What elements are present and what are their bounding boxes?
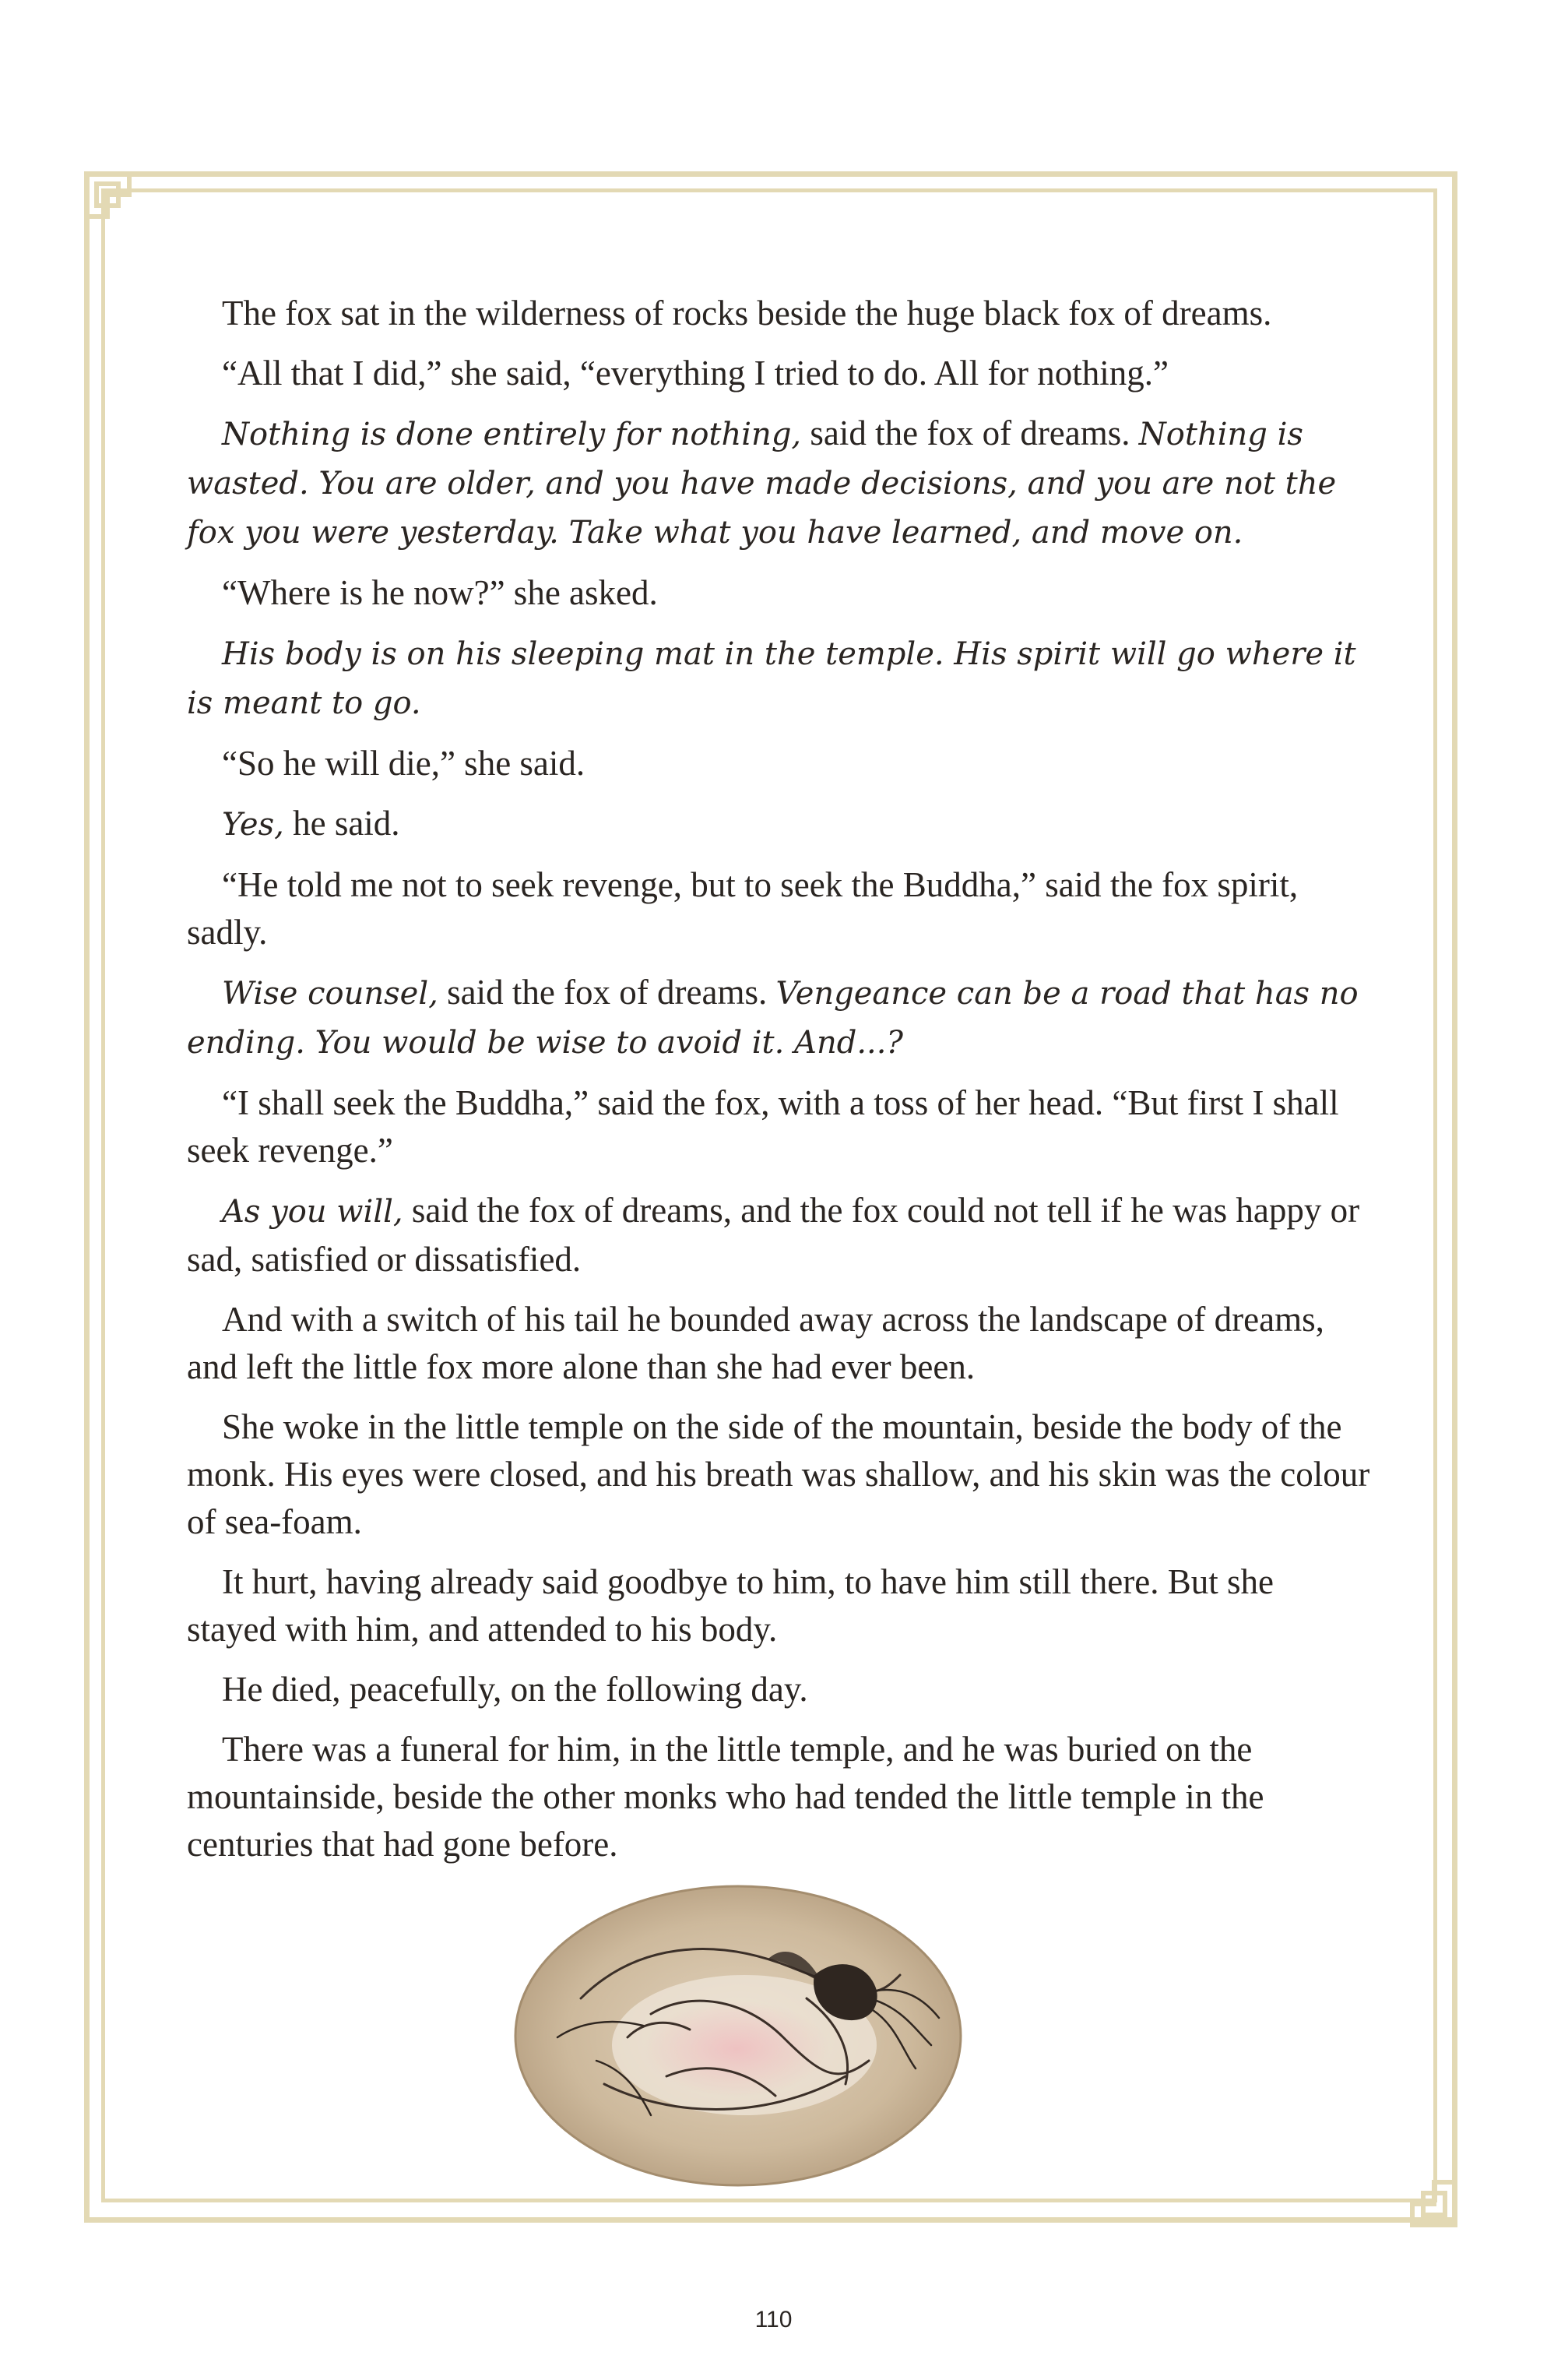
italic-text: Nothing is wasted. You are older, and you have made decisions, and you are not the fox you were yesterday. Take what you have learned, and move on. bbox=[187, 417, 1337, 551]
italic-text: Yes, bbox=[222, 807, 284, 843]
corner-ornament-top-left bbox=[84, 171, 137, 224]
page-number: 110 bbox=[754, 2307, 793, 2332]
paragraph bbox=[187, 290, 1370, 337]
paragraph bbox=[187, 800, 1370, 849]
paragraph bbox=[187, 1079, 1370, 1174]
story-text bbox=[187, 290, 1370, 1881]
paragraph bbox=[187, 569, 1370, 617]
italic-text: Nothing is done entirely for nothing, bbox=[222, 417, 802, 452]
italic-text: As you will, bbox=[222, 1194, 403, 1230]
text-run: It hurt, having already said goodbye to him, to have him still there. But she stayed with him, and attended to his body. bbox=[187, 1562, 1274, 1649]
paragraph bbox=[187, 740, 1370, 787]
paragraph bbox=[187, 1666, 1370, 1713]
corner-ornament-bottom-right bbox=[1405, 2174, 1457, 2227]
italic-text: Wise counsel, bbox=[222, 976, 438, 1012]
paragraph bbox=[187, 350, 1370, 397]
text-run: He died, peacefully, on the following day. bbox=[222, 1670, 808, 1709]
text-run: said the fox of dreams, and the fox could not tell if he was happy or sad, satisfied or dissatisfied. bbox=[187, 1191, 1360, 1279]
text-run: said the fox of dreams. bbox=[801, 414, 1139, 452]
text-run: And with a switch of his tail he bounded away across the landscape of dreams, and left the little fox more alone than she had ever been. bbox=[187, 1300, 1324, 1386]
text-run: The fox sat in the wilderness of rocks beside the huge black fox of dreams. bbox=[222, 294, 1272, 333]
paragraph bbox=[187, 629, 1370, 727]
text-run: “I shall seek the Buddha,” said the fox, with a toss of her head. “But first I shall seek revenge.” bbox=[187, 1083, 1339, 1170]
paragraph bbox=[187, 1403, 1370, 1546]
italic-text: Vengeance can be a road that has no ending. You would be wise to avoid it. And...? bbox=[187, 976, 1359, 1061]
text-run: She woke in the little temple on the side of the mountain, beside the body of the monk. His eyes were closed, and his breath was shallow, and his skin was the colour of sea-foam. bbox=[187, 1407, 1370, 1541]
text-run: There was a funeral for him, in the little temple, and he was buried on the mountainside, beside the other monks who had tended the little temple in the centuries that had gone before. bbox=[187, 1730, 1264, 1864]
text-run: “All that I did,” she said, “everything I tried to do. All for nothing.” bbox=[222, 354, 1169, 393]
sleeping-figure-illustration bbox=[511, 1882, 965, 2190]
paragraph bbox=[187, 1296, 1370, 1391]
text-run: “So he will die,” she said. bbox=[222, 744, 585, 783]
paragraph bbox=[187, 1726, 1370, 1868]
text-run: “Where is he now?” she asked. bbox=[222, 573, 658, 612]
text-run: said the fox of dreams. bbox=[438, 973, 776, 1012]
paragraph bbox=[187, 861, 1370, 956]
text-run: he said. bbox=[283, 804, 400, 843]
paragraph bbox=[187, 410, 1370, 557]
italic-text: His body is on his sleeping mat in the temple. His spirit will go where it is meant to go. bbox=[187, 636, 1356, 721]
paragraph bbox=[187, 1187, 1370, 1283]
text-run: “He told me not to seek revenge, but to seek the Buddha,” said the fox spirit, sadly. bbox=[187, 865, 1299, 952]
paragraph bbox=[187, 1558, 1370, 1653]
paragraph bbox=[187, 969, 1370, 1067]
